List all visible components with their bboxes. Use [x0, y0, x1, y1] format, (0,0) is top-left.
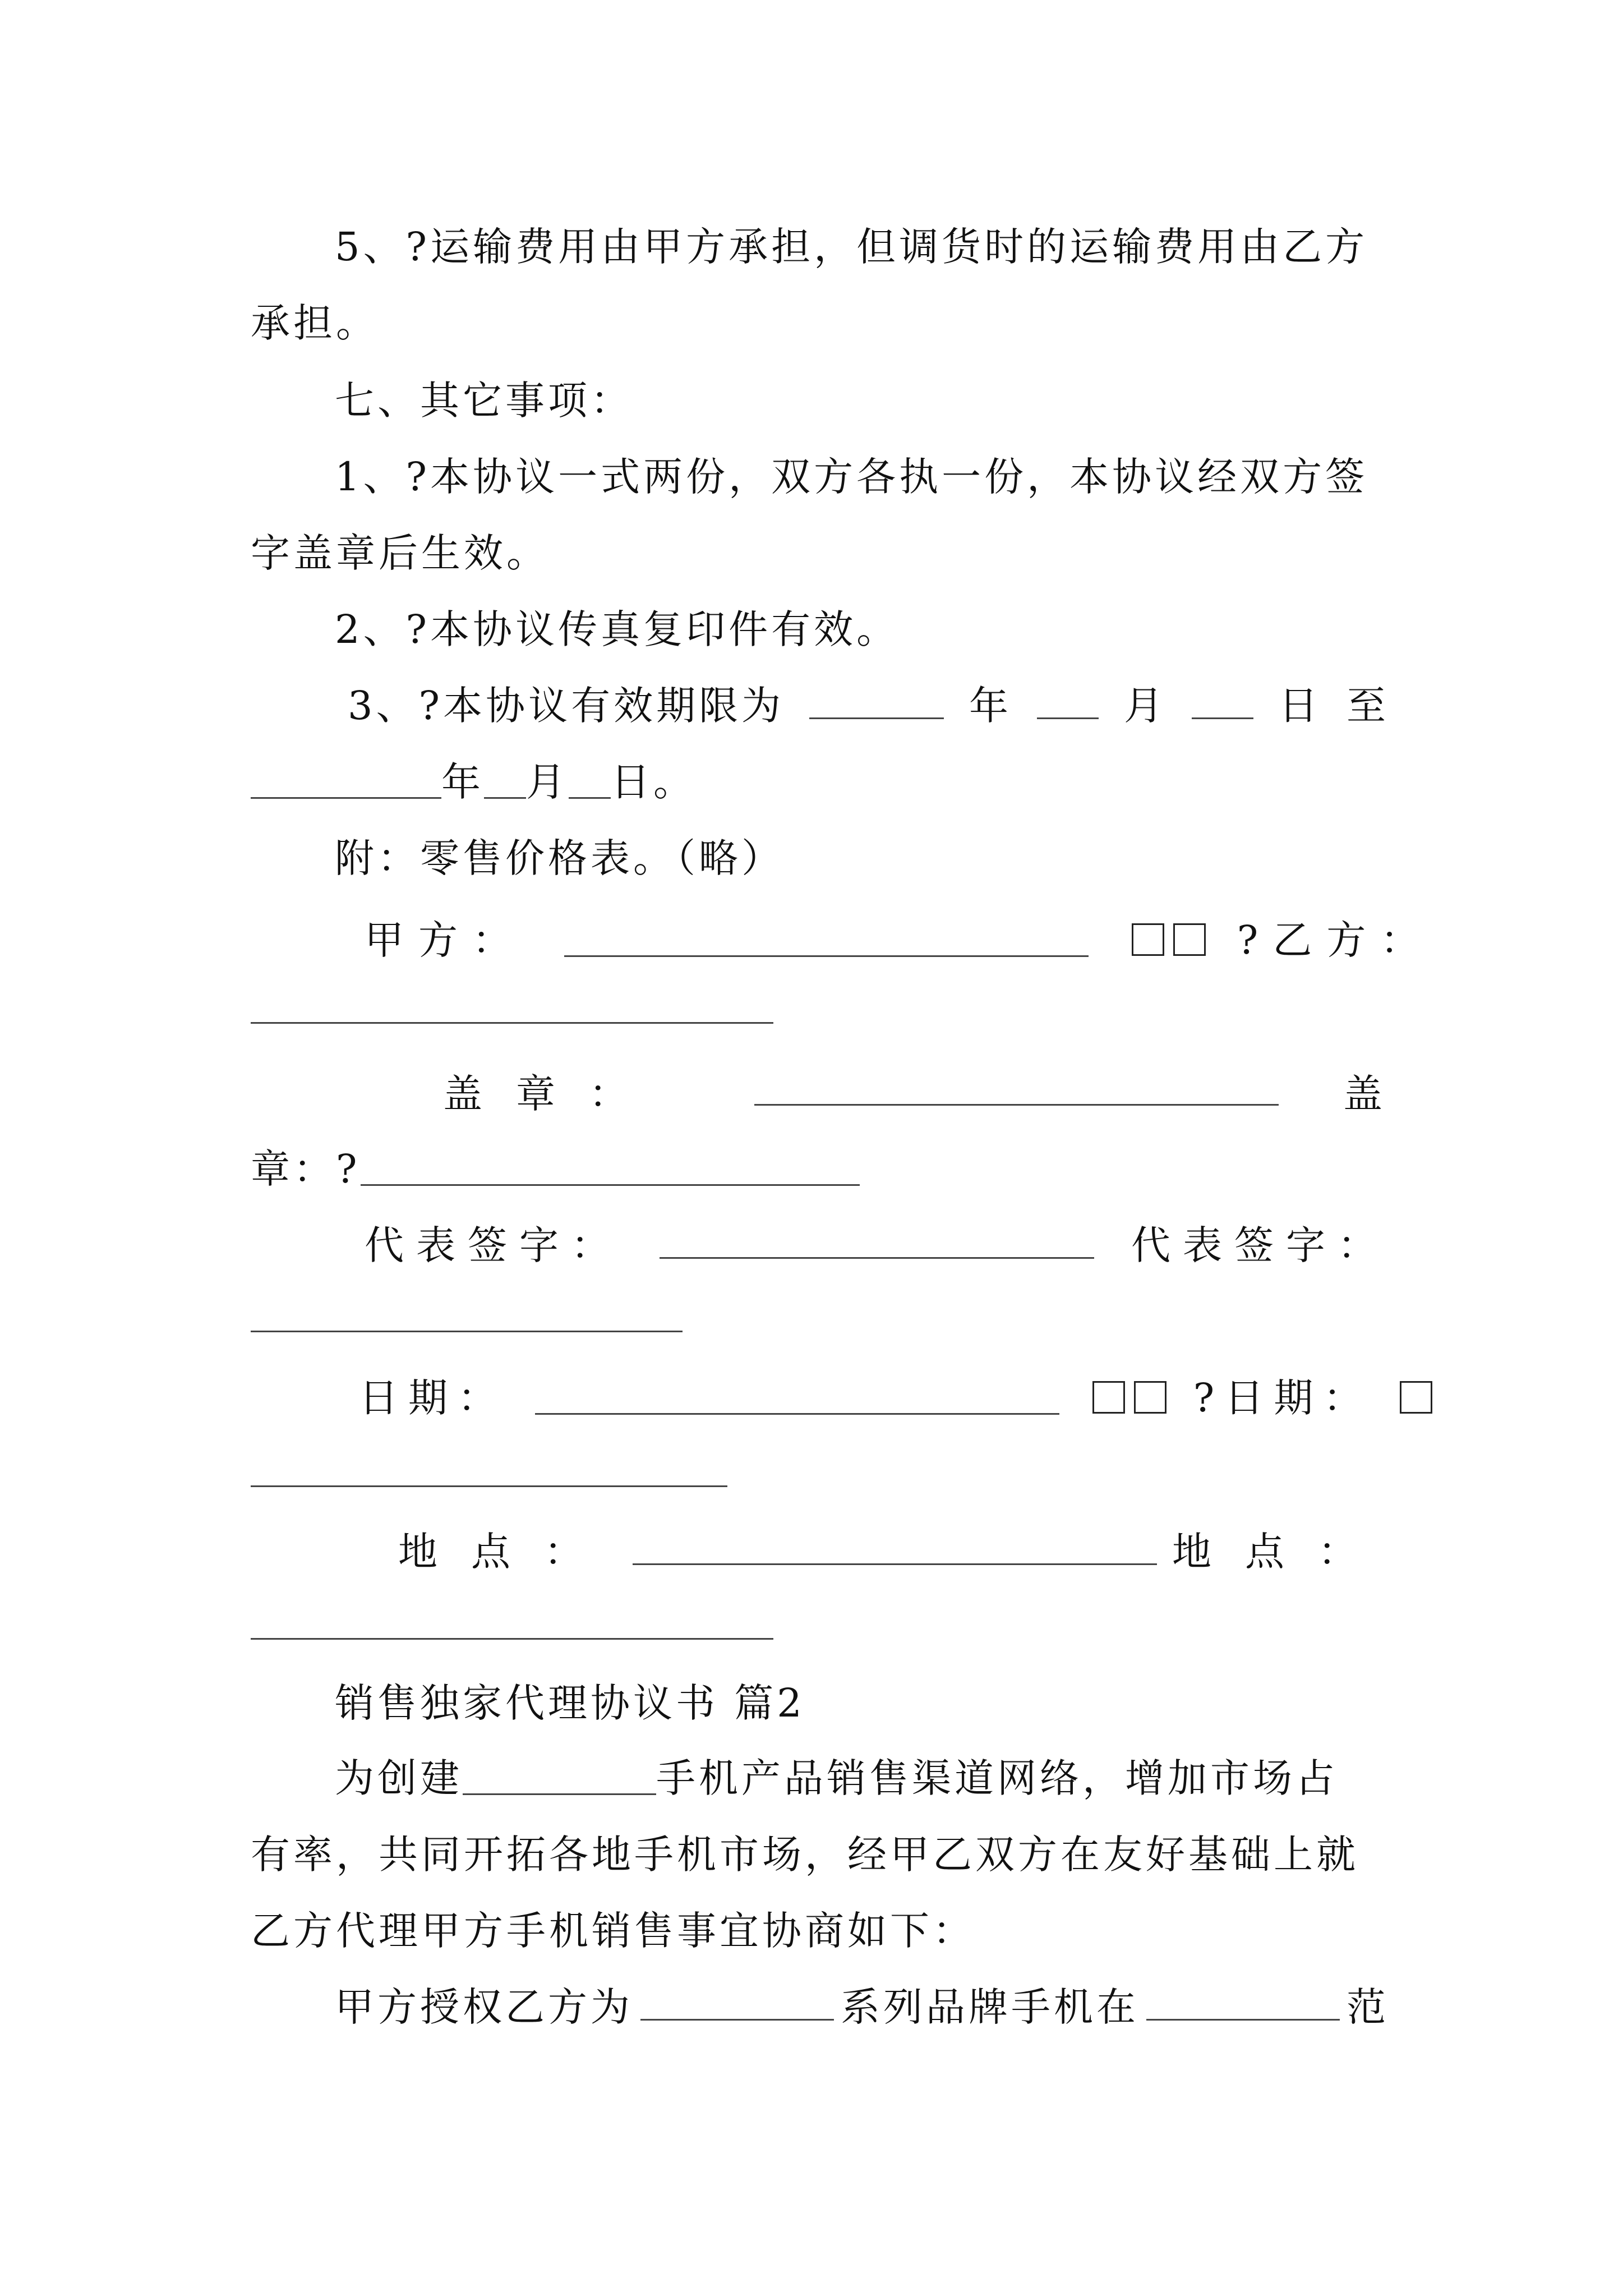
- place-a-blank[interactable]: [633, 1524, 1157, 1565]
- rep-b-blank[interactable]: [251, 1331, 683, 1332]
- blank-end-day[interactable]: [569, 758, 611, 799]
- date-line: [359, 1370, 1389, 1426]
- place-line: [398, 1524, 1391, 1580]
- region-blank[interactable]: [1146, 1980, 1340, 2021]
- part2-line1-prefix: 为创建: [335, 1755, 463, 1801]
- seal-a-blank[interactable]: [754, 1104, 1279, 1106]
- end-year-label: 年: [441, 759, 484, 805]
- representative-line: [365, 1217, 1389, 1273]
- blank-end-month[interactable]: [484, 758, 526, 799]
- seal-b-line: [251, 1141, 1389, 1197]
- date-a-label: 日期：: [359, 1375, 507, 1421]
- paragraph-transport-line1: 5、?运输费用由甲方承担，但调货时的运输费用由乙方: [335, 224, 1368, 270]
- paragraph-item1-line2: 字盖章后生效。: [251, 530, 549, 576]
- authorization-prefix: 甲方授权乙方为: [335, 1984, 633, 2030]
- party-b-label: ?乙方：: [1237, 917, 1435, 963]
- paragraph-part2-line2: 有率，共同开拓各地手机市场，经甲乙双方在友好基础上就: [251, 1832, 1359, 1878]
- validity-label: 3、?本协议有效期限为: [348, 683, 785, 729]
- authorization-middle: 系列品牌手机在: [841, 1984, 1139, 2030]
- section-heading-other: 七、其它事项：: [335, 378, 633, 424]
- paragraph-item3-line2: [251, 754, 1389, 810]
- party-a-label: 甲方：: [365, 917, 526, 963]
- checkbox-icon: [1134, 1381, 1166, 1414]
- seal-line: [443, 1066, 1389, 1122]
- part2-heading: 销售独家代理协议书 篇2: [335, 1680, 805, 1726]
- to-label: 至: [1346, 683, 1389, 729]
- date-a-blank[interactable]: [535, 1374, 1059, 1415]
- place-b-blank[interactable]: [251, 1638, 773, 1640]
- blank-start-year[interactable]: [809, 678, 944, 719]
- part2-line1-suffix: 手机产品销售渠道网络，增加市场占: [656, 1755, 1338, 1801]
- paragraph-appendix: 附：零售价格表。（略）: [335, 835, 784, 881]
- paragraph-authorization: [335, 1979, 1389, 2035]
- paragraph-item2: 2、?本协议传真复印件有效。: [335, 606, 900, 652]
- checkbox-icon: [1092, 1381, 1125, 1414]
- blank-end-year[interactable]: [251, 758, 441, 799]
- seal-b-part1: 盖: [1343, 1071, 1386, 1117]
- year-label: 年: [969, 683, 1012, 729]
- seal-b-part2: 章：?: [251, 1146, 361, 1192]
- paragraph-item3-line1: [348, 678, 1389, 734]
- rep-a-label: 代表签字：: [365, 1222, 623, 1268]
- series-blank[interactable]: [640, 1980, 834, 2021]
- rep-a-blank[interactable]: [660, 1218, 1094, 1259]
- end-day-label: 日。: [611, 759, 696, 805]
- blank-start-month[interactable]: [1037, 678, 1099, 719]
- checkbox-icon: [1173, 923, 1206, 956]
- month-label: 月: [1124, 683, 1167, 729]
- place-a-label: 地点：: [398, 1529, 617, 1575]
- seal-a-label: 盖章：: [443, 1071, 662, 1117]
- authorization-suffix: 范: [1347, 1984, 1389, 2030]
- rep-b-label: 代表签字：: [1131, 1222, 1389, 1268]
- seal-b-blank[interactable]: [361, 1145, 860, 1186]
- checkbox-icon: [1400, 1381, 1432, 1414]
- end-month-label: 月: [526, 759, 569, 805]
- day-label: 日: [1278, 683, 1321, 729]
- date-b-label: ?日期：: [1193, 1375, 1373, 1421]
- place-b-label: 地点：: [1172, 1529, 1391, 1575]
- party-a-blank[interactable]: [564, 916, 1089, 957]
- paragraph-transport-line2: 承担。: [251, 300, 379, 346]
- paragraph-part2-line3: 乙方代理甲方手机销售事宜协商如下：: [251, 1908, 975, 1954]
- paragraph-part2-line1: [335, 1750, 1473, 1806]
- checkbox-icon: [1132, 923, 1164, 956]
- party-b-blank[interactable]: [251, 1022, 773, 1024]
- date-b-blank[interactable]: [251, 1485, 727, 1487]
- paragraph-item1-line1: 1、?本协议一式两份，双方各执一份，本协议经双方签: [335, 454, 1368, 500]
- blank-start-day[interactable]: [1192, 678, 1253, 719]
- signature-party-line: [365, 912, 1435, 968]
- part2-brand-blank[interactable]: [463, 1754, 656, 1795]
